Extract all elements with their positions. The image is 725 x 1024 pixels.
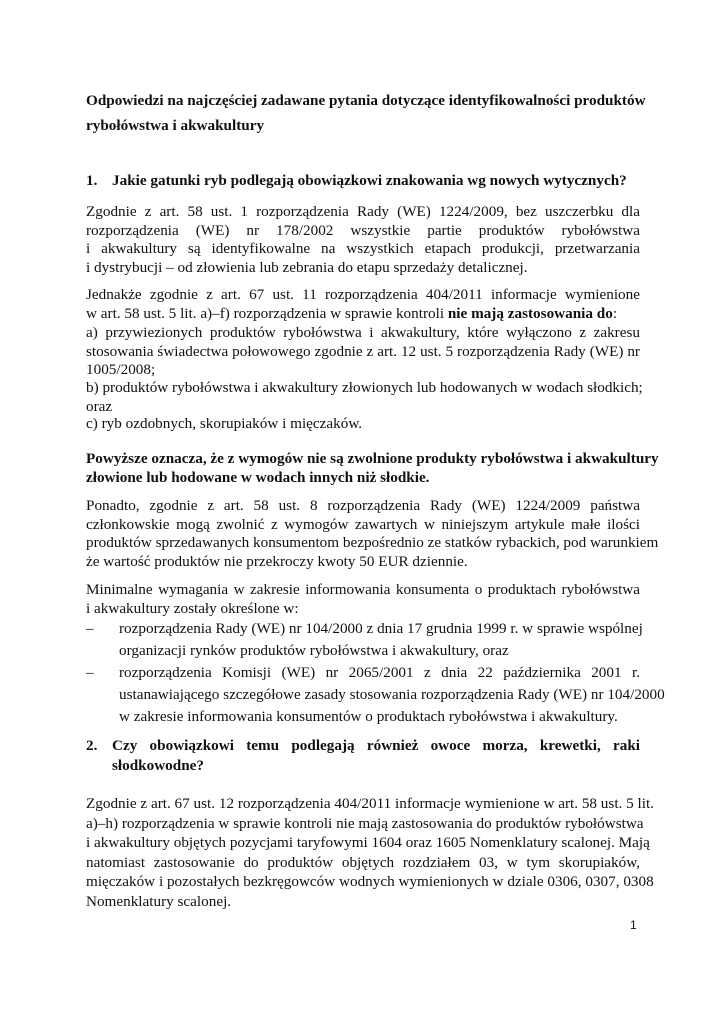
text-line: oraz: [86, 397, 113, 415]
question-number: 2.: [86, 737, 98, 754]
page-number: 1: [630, 918, 637, 932]
title-line: Odpowiedzi na najczęściej zadawane pytania dotyczące identyfikowalności produktów: [86, 92, 646, 109]
bullet-item: [86, 618, 643, 662]
text-line: ustanawiającego szczegółowe zasady stosowania rozporządzenia Rady (WE) nr 104/2000: [119, 686, 665, 703]
question-number: 1.: [86, 172, 98, 189]
text-line: Minimalne wymagania w zakresie informowania konsumenta o produktach rybołówstwa: [86, 581, 640, 598]
paragraph: [86, 497, 659, 571]
text-line: i akwakultury są identyfikowalne na wszystkich etapach produkcji, przetwarzania: [86, 240, 640, 258]
list-item-a: [86, 324, 640, 380]
emphasis-text: nie mają zastosowania do: [447, 304, 613, 322]
list-item-c: [86, 415, 640, 434]
text-line: b) produktów rybołówstwa i akwakultury złowionych lub hodowanych w wodach słodkich;: [86, 379, 643, 396]
text-line: stosowania świadectwa połowowego zgodnie z art. 12 ust. 5 rozporządzenia Rady (WE) nr: [86, 342, 640, 360]
title-line: rybołówstwa i akwakultury: [86, 117, 265, 134]
text-line: Ponadto, zgodnie z art. 58 ust. 8 rozporządzenia Rady (WE) 1224/2009 państwa: [86, 497, 640, 514]
text-line: organizacji rynków produktów rybołówstwa i akwakultury, oraz: [119, 642, 509, 659]
text-line: Zgodnie z art. 67 ust. 12 rozporządzenia 404/2011 informacje wymienione w art. 58 ust. 5 lit.: [86, 795, 654, 812]
text-line: złowione lub hodowane w wodach innych niż słodkie.: [86, 468, 430, 486]
text-line: rozporządzenia Rady (WE) nr 104/2000 z dnia 17 grudnia 1999 r. w sprawie wspólnej: [119, 620, 643, 637]
dash-bullet: –: [86, 620, 94, 637]
paragraph: [86, 794, 654, 912]
document-title: [86, 88, 646, 138]
text-line: że wartość produktów nie przekroczy kwoty 50 EUR dziennie.: [86, 552, 468, 570]
question-text: Czy obowiązkowi temu podlegają również owoce morza, krewetki, raki: [112, 737, 640, 754]
text-line: Jednakże zgodnie z art. 67 ust. 11 rozporządzenia 404/2011 informacje wymienione: [86, 286, 640, 303]
question-line: słodkowodne?: [112, 757, 205, 774]
list-item-b: [86, 379, 643, 416]
text-line: rozporządzenia (WE) nr 178/2002 wszystkie partie produktów rybołówstwa: [86, 221, 640, 239]
text-run: w art. 58 ust. 5 lit. a)–f) rozporządzenia w sprawie kontroli: [86, 304, 448, 322]
question-text: Jakie gatunki ryb podlegają obowiązkowi znakowania wg nowych wytycznych?: [112, 172, 627, 189]
paragraph: [86, 286, 640, 323]
text-line: c) ryb ozdobnych, skorupiaków i mięczaków.: [86, 415, 363, 432]
text-line: Powyższe oznacza, że z wymogów nie są zwolnione produkty rybołówstwa i akwakultury: [86, 450, 659, 467]
bullet-list: [86, 618, 665, 728]
question-line: [86, 736, 640, 756]
question-1-heading: [86, 172, 640, 191]
text-line: [86, 305, 640, 324]
text-line: w zakresie informowania konsumentów o produktach rybołówstwa i akwakultury.: [119, 708, 618, 725]
text-line: produktów sprzedawanych konsumentom bezpośrednio ze statków rybackich, pod warunkiem: [86, 534, 659, 552]
text-run: :: [612, 304, 618, 322]
paragraph: [86, 203, 640, 277]
bold-note: [86, 450, 659, 487]
text-line: członkowskie mogą zwolnić z wymogów zawartych w niniejszym artykule małe ilości: [86, 515, 640, 533]
text-line: a) przywiezionych produktów rybołówstwa i akwakultury, które wyłączono z zakresu: [86, 324, 640, 341]
text-line: rozporządzenia Komisji (WE) nr 2065/2001 z dnia 22 października 2001 r.: [119, 664, 640, 681]
text-line: 1005/2008;: [86, 361, 156, 379]
bullet-item: [86, 662, 665, 728]
text-line: i akwakultury objętych pozycjami taryfowymi 1604 oraz 1605 Nomenklatury scalonej. Mają: [86, 834, 650, 852]
dash-bullet: –: [86, 664, 94, 681]
text-line: natomiast zastosowanie do produktów objętych rozdziałem 03, w tym skorupiaków,: [86, 853, 640, 871]
paragraph: [86, 581, 640, 618]
question-2-heading: [86, 736, 640, 776]
text-line: i akwakultury zostały określone w:: [86, 599, 299, 617]
text-line: Zgodnie z art. 58 ust. 1 rozporządzenia Rady (WE) 1224/2009, bez uszczerbku dla: [86, 203, 640, 220]
text-line: mięczaków i pozostałych bezkręgowców wodnych wymienionych w dziale 0306, 0307, 0308: [86, 873, 654, 891]
text-line: Nomenklatury scalonej.: [86, 892, 232, 910]
text-line: i dystrybucji – od złowienia lub zebrania do etapu sprzedaży detalicznej.: [86, 258, 528, 276]
text-line: a)–h) rozporządzenia w sprawie kontroli nie mają zastosowania do produktów rybołówstwa: [86, 814, 644, 832]
